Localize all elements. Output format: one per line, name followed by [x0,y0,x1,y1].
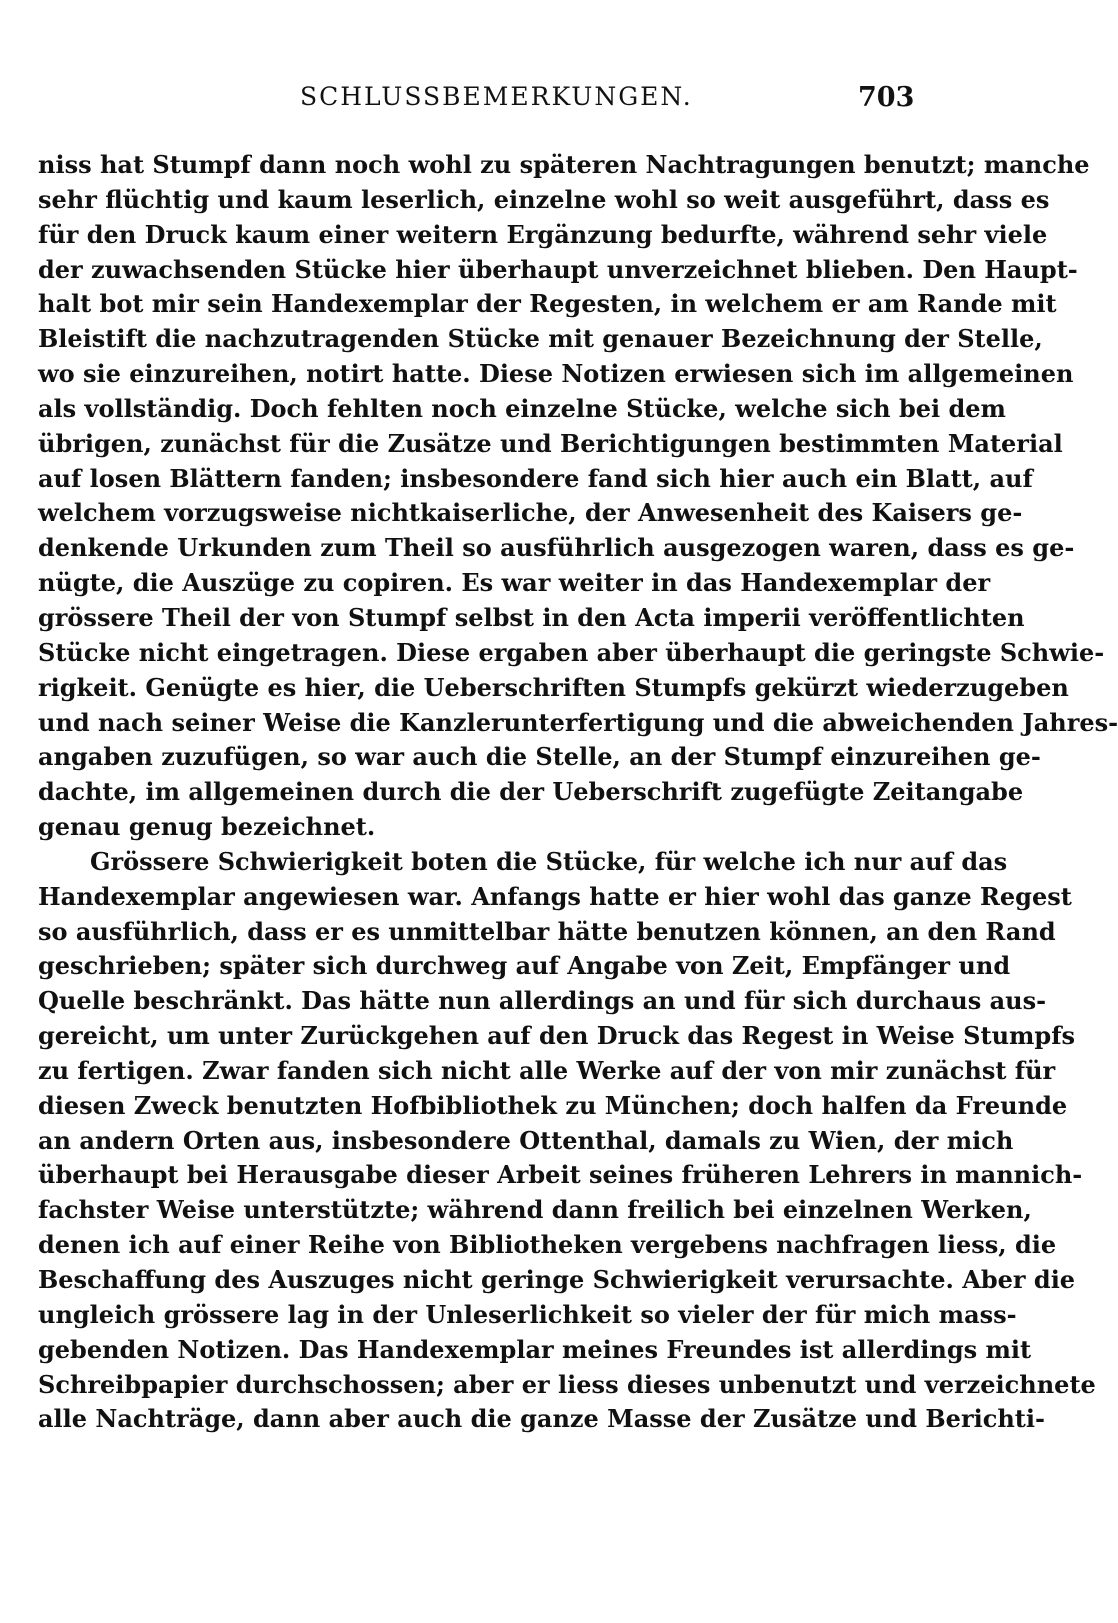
text-line: Handexemplar angewiesen war. Anfangs hatte er hier wohl das ganze Regest [38,881,1072,911]
text-line: für den Druck kaum einer weitern Ergänzung bedurfte, während sehr viele [38,219,1048,249]
text-line: nügte, die Auszüge zu copiren. Es war weiter in das Handexemplar der [38,568,991,598]
text-line: diesen Zweck benutzten Hofbibliothek zu München; doch halfen da Freunde [38,1090,1068,1120]
text-line: Stücke nicht eingetragen. Diese ergaben aber überhaupt die geringste Schwie- [38,637,1105,667]
text-line: geschrieben; später sich durchweg auf Angabe von Zeit, Empfänger und [38,951,1011,981]
text-line: dachte, im allgemeinen durch die der Ueberschrift zugefügte Zeitangabe [38,777,1024,807]
paragraph [38,148,1118,845]
text-line: halt bot mir sein Handexemplar der Regesten, in welchem er am Rande mit [38,289,1057,319]
text-line: alle Nachträge, dann aber auch die ganze Masse der Zusätze und Berichti- [38,1404,1045,1434]
text-line: denen ich auf einer Reihe von Bibliotheken vergebens nachfragen liess, die [38,1230,1057,1260]
text-line: übrigen, zunächst für die Zusätze und Berichtigungen bestimmten Material [38,428,1063,458]
text-line: gereicht, um unter Zurückgehen auf den Druck das Regest in Weise Stumpfs [38,1021,1076,1051]
text-line: grössere Theil der von Stumpf selbst in den Acta imperii veröffentlichten [38,602,1025,632]
page-number: 703 [858,82,915,113]
text-line: sehr flüchtig und kaum leserlich, einzelne wohl so weit ausgeführt, dass es [38,184,1050,214]
text-line: wo sie einzureihen, notirt hatte. Diese Notizen erwiesen sich im allgemeinen [38,359,1074,389]
text-line: welchem vorzugsweise nichtkaiserliche, der Anwesenheit des Kaisers ge- [38,498,1023,528]
text-line: an andern Orten aus, insbesondere Ottenthal, damals zu Wien, der mich [38,1125,1014,1155]
text-line: so ausführlich, dass er es unmittelbar hätte benutzen können, an den Rand [38,916,1056,946]
text-line: als vollständig. Doch fehlten noch einzelne Stücke, welche sich bei dem [38,393,1006,423]
text-line: Schreibpapier durchschossen; aber er liess dieses unbenutzt und verzeichnete [38,1369,1096,1399]
text-line: überhaupt bei Herausgabe dieser Arbeit seines früheren Lehrers in mannich- [38,1160,1083,1190]
running-header-title: SCHLUSSBEMERKUNGEN. [300,82,693,111]
text-line: niss hat Stumpf dann noch wohl zu späteren Nachtragungen benutzt; manche [38,150,1090,179]
text-line: angaben zuzufügen, so war auch die Stelle, an der Stumpf einzureihen ge- [38,742,1041,772]
text-line: fachster Weise unterstützte; während dann freilich bei einzelnen Werken, [38,1195,1032,1225]
text-line: rigkeit. Genügte es hier, die Ueberschriften Stumpfs gekürzt wiederzugeben [38,672,1069,702]
text-line: der zuwachsenden Stücke hier überhaupt unverzeichnet blieben. Den Haupt- [38,254,1078,284]
text-line: Quelle beschränkt. Das hätte nun allerdings an und für sich durchaus aus- [38,986,1047,1016]
text-line: Beschaffung des Auszuges nicht geringe Schwierigkeit verursachte. Aber die [38,1265,1076,1294]
text-line: ungleich grössere lag in der Unleserlichkeit so vieler der für mich mass- [38,1299,1017,1329]
text-line: denkende Urkunden zum Theil so ausführlich ausgezogen waren, dass es ge- [38,533,1075,563]
text-line: Bleistift die nachzutragenden Stücke mit genauer Bezeichnung der Stelle, [38,324,1043,354]
body-text [38,148,1118,1437]
text-line: und nach seiner Weise die Kanzlerunterfertigung und die abweichenden Jahres- [38,707,1118,737]
text-line: Grössere Schwierigkeit boten die Stücke, für welche ich nur auf das [90,846,1008,876]
text-line: genau genug bezeichnet. [38,812,376,842]
text-line: gebenden Notizen. Das Handexemplar meines Freundes ist allerdings mit [38,1334,1032,1364]
text-line: auf losen Blättern fanden; insbesondere fand sich hier auch ein Blatt, auf [38,463,1033,493]
paragraph [38,845,1096,1437]
text-line: zu fertigen. Zwar fanden sich nicht alle Werke auf der von mir zunächst für [38,1055,1056,1085]
